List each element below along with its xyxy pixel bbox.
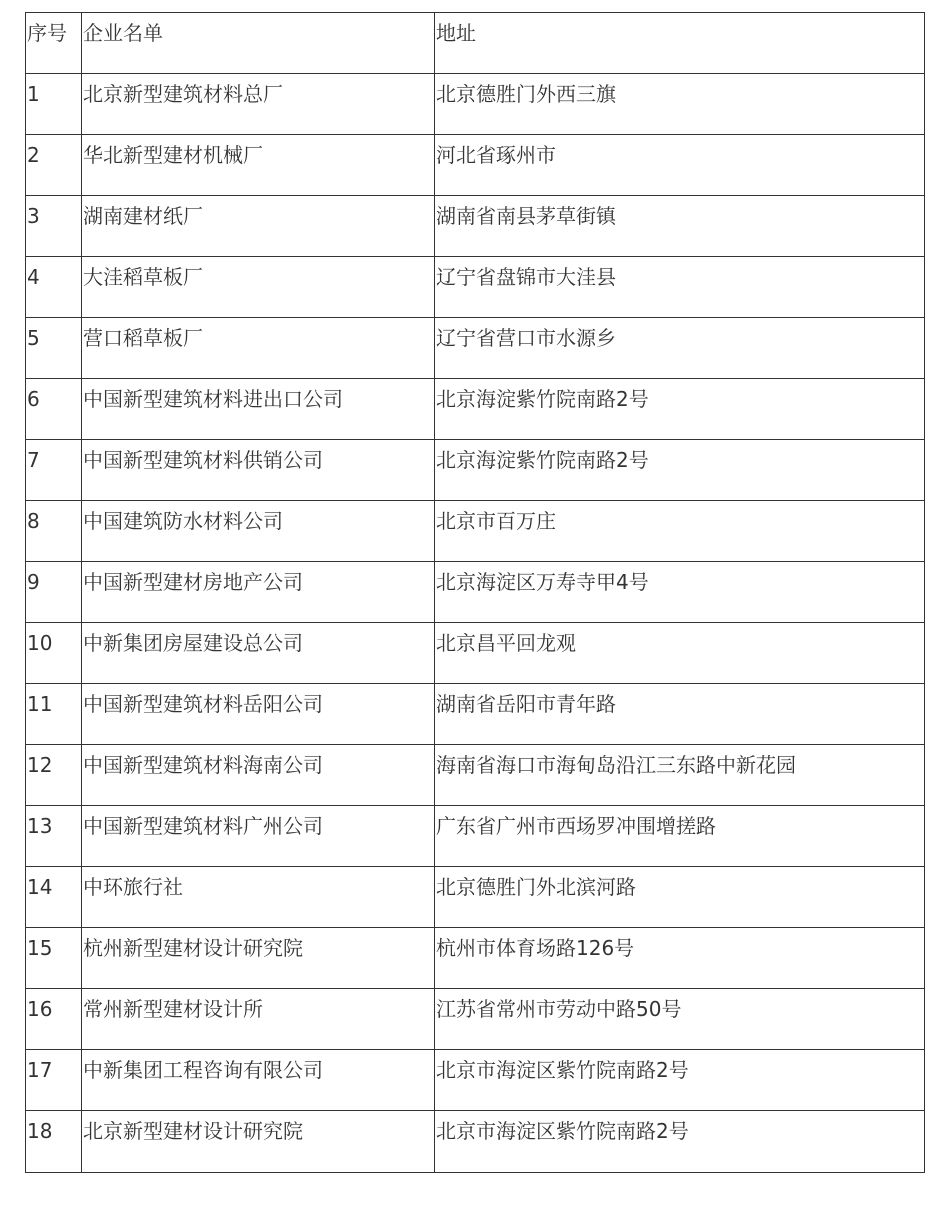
company-name: 华北新型建材机械厂 [82,135,435,196]
company-name: 中国新型建筑材料进出口公司 [82,379,435,440]
row-index: 17 [26,1050,82,1111]
table-row [26,1111,925,1173]
address: 北京昌平回龙观 [435,623,925,684]
company-name: 大洼稻草板厂 [82,257,435,318]
row-index: 10 [26,623,82,684]
row-index: 1 [26,74,82,135]
address: 北京市百万庄 [435,501,925,562]
enterprise-table-container [25,12,925,1173]
address: 辽宁省营口市水源乡 [435,318,925,379]
address: 江苏省常州市劳动中路50号 [435,989,925,1050]
table-row [26,928,925,989]
row-index: 14 [26,867,82,928]
address: 湖南省岳阳市青年路 [435,684,925,745]
header-index: 序号 [26,13,82,74]
table-row [26,867,925,928]
row-index: 13 [26,806,82,867]
table-header [26,13,925,74]
header-row [26,13,925,74]
table-row [26,318,925,379]
company-name: 中国新型建筑材料供销公司 [82,440,435,501]
company-name: 中国建筑防水材料公司 [82,501,435,562]
table-row [26,806,925,867]
address: 北京市海淀区紫竹院南路2号 [435,1050,925,1111]
address: 北京海淀区万寿寺甲4号 [435,562,925,623]
row-index: 8 [26,501,82,562]
row-index: 6 [26,379,82,440]
table-row [26,379,925,440]
row-index: 18 [26,1111,82,1173]
row-index: 3 [26,196,82,257]
table-row [26,1050,925,1111]
company-name: 中新集团工程咨询有限公司 [82,1050,435,1111]
table-row [26,989,925,1050]
company-name: 中国新型建材房地产公司 [82,562,435,623]
table-row [26,745,925,806]
table-row [26,257,925,318]
row-index: 11 [26,684,82,745]
address: 北京德胜门外西三旗 [435,74,925,135]
company-name: 中国新型建筑材料海南公司 [82,745,435,806]
enterprise-table [25,12,925,1173]
address: 辽宁省盘锦市大洼县 [435,257,925,318]
header-address: 地址 [435,13,925,74]
company-name: 中环旅行社 [82,867,435,928]
table-row [26,196,925,257]
row-index: 16 [26,989,82,1050]
address: 北京海淀紫竹院南路2号 [435,379,925,440]
address: 北京德胜门外北滨河路 [435,867,925,928]
table-row [26,684,925,745]
header-company-name: 企业名单 [82,13,435,74]
address: 北京市海淀区紫竹院南路2号 [435,1111,925,1173]
address: 广东省广州市西场罗冲围增搓路 [435,806,925,867]
table-row [26,623,925,684]
row-index: 5 [26,318,82,379]
address: 海南省海口市海甸岛沿江三东路中新花园 [435,745,925,806]
address: 湖南省南县茅草街镇 [435,196,925,257]
table-row [26,562,925,623]
row-index: 4 [26,257,82,318]
company-name: 中新集团房屋建设总公司 [82,623,435,684]
address: 河北省琢州市 [435,135,925,196]
table-row [26,74,925,135]
table-body [26,74,925,1173]
row-index: 12 [26,745,82,806]
address: 杭州市体育场路126号 [435,928,925,989]
row-index: 15 [26,928,82,989]
row-index: 9 [26,562,82,623]
company-name: 北京新型建筑材料总厂 [82,74,435,135]
table-row [26,135,925,196]
company-name: 常州新型建材设计所 [82,989,435,1050]
company-name: 杭州新型建材设计研究院 [82,928,435,989]
table-row [26,501,925,562]
company-name: 湖南建材纸厂 [82,196,435,257]
company-name: 中国新型建筑材料岳阳公司 [82,684,435,745]
table-row [26,440,925,501]
row-index: 2 [26,135,82,196]
row-index: 7 [26,440,82,501]
company-name: 中国新型建筑材料广州公司 [82,806,435,867]
address: 北京海淀紫竹院南路2号 [435,440,925,501]
company-name: 北京新型建材设计研究院 [82,1111,435,1173]
company-name: 营口稻草板厂 [82,318,435,379]
